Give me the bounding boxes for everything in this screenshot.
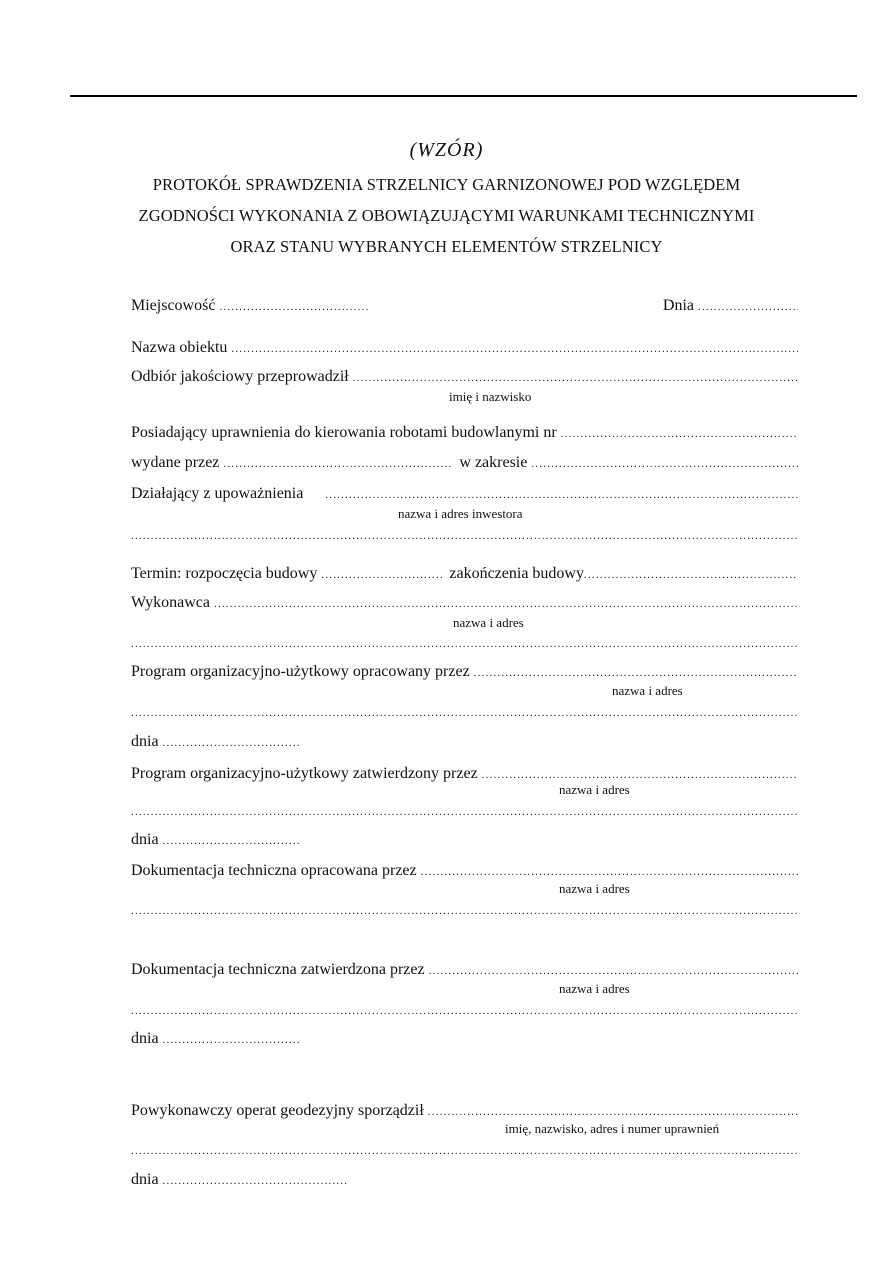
program-prepared-hint: nazwa i adres <box>612 683 683 698</box>
date-row-4 <box>131 1171 347 1193</box>
object-name-field[interactable] <box>231 343 798 355</box>
license-row <box>131 424 798 446</box>
docs-approved-field-line-2[interactable] <box>131 1005 798 1017</box>
docs-approved-row <box>131 961 798 983</box>
survey-hint: imię, nazwisko, adres i numer uprawnień <box>505 1121 720 1136</box>
investor-field-line-2[interactable] <box>131 530 798 542</box>
date-field-4[interactable] <box>163 1175 347 1187</box>
inspector-field[interactable] <box>353 372 798 384</box>
place-label: Miejscowość <box>131 297 216 314</box>
date-row-2 <box>131 831 301 853</box>
program-prepared-row <box>131 663 798 685</box>
contractor-label: Wykonawca <box>131 594 210 611</box>
place-date-row <box>131 297 798 319</box>
contractor-hint: nazwa i adres <box>453 615 524 630</box>
investor-field[interactable] <box>325 489 798 501</box>
scope-label: w zakresie <box>459 454 528 471</box>
issued-by-row <box>131 454 798 476</box>
docs-prepared-field-line-2[interactable] <box>131 905 798 917</box>
schedule-row <box>131 565 798 587</box>
program-approved-field-line-2[interactable] <box>131 806 798 818</box>
date-field-3[interactable] <box>163 1034 301 1046</box>
program-prepared-field[interactable] <box>474 667 798 679</box>
date-label-4: dnia <box>131 1171 159 1188</box>
docs-approved-label: Dokumentacja techniczna zatwierdzona przez <box>131 961 425 978</box>
date-row-1 <box>131 733 301 755</box>
date-field-1[interactable] <box>163 737 301 749</box>
license-label: Posiadający uprawnienia do kierowania robotami budowlanymi nr <box>131 424 557 441</box>
issued-by-label: wydane przez <box>131 454 220 471</box>
inspector-row <box>131 368 798 390</box>
program-approved-field[interactable] <box>482 769 798 781</box>
place-field[interactable] <box>219 301 369 313</box>
survey-label: Powykonawczy operat geodezyjny sporządził <box>131 1102 424 1119</box>
program-prepared-label: Program organizacyjno-użytkowy opracowany przez <box>131 663 470 680</box>
date-label-1: dnia <box>131 733 159 750</box>
docs-approved-field[interactable] <box>429 965 798 977</box>
docs-prepared-label: Dokumentacja techniczna opracowana przez <box>131 862 417 879</box>
end-date-field[interactable] <box>584 569 798 581</box>
inspector-hint: imię i nazwisko <box>449 389 532 404</box>
issued-by-field[interactable] <box>223 458 451 470</box>
document-title-line-3: ORAZ STANU WYBRANYCH ELEMENTÓW STRZELNICY <box>230 237 663 256</box>
date-label-2: dnia <box>131 831 159 848</box>
authorization-label: Działający z upoważnienia <box>131 485 304 502</box>
document-title-line-2: ZGODNOŚCI WYKONANIA Z OBOWIĄZUJĄCYMI WARUNKAMI TECHNICZNYMI <box>138 206 755 225</box>
survey-field-line-2[interactable] <box>131 1145 798 1157</box>
end-label: zakończenia budowy <box>449 565 584 582</box>
docs-approved-hint: nazwa i adres <box>559 981 630 996</box>
object-name-label: Nazwa obiektu <box>131 339 228 356</box>
start-date-field[interactable] <box>321 569 443 581</box>
docs-prepared-hint: nazwa i adres <box>559 881 630 896</box>
date-label-top: Dnia <box>662 297 694 314</box>
start-label: Termin: rozpoczęcia budowy <box>131 565 318 582</box>
program-approved-row <box>131 765 798 787</box>
contractor-field-line-2[interactable] <box>131 638 798 650</box>
template-label: (WZÓR) <box>409 139 484 161</box>
program-approved-label: Program organizacyjno-użytkowy zatwierdzony przez <box>131 765 478 782</box>
docs-prepared-field[interactable] <box>421 866 798 878</box>
contractor-row <box>131 594 798 616</box>
contractor-field[interactable] <box>214 598 798 610</box>
investor-hint: nazwa i adres inwestora <box>398 506 523 521</box>
survey-field[interactable] <box>428 1106 798 1118</box>
program-approved-hint: nazwa i adres <box>559 782 630 797</box>
license-number-field[interactable] <box>561 428 798 440</box>
document-title-line-1: PROTOKÓŁ SPRAWDZENIA STRZELNICY GARNIZONOWEJ POD WZGLĘDEM <box>152 175 741 194</box>
date-field-2[interactable] <box>163 835 301 847</box>
date-field-top[interactable] <box>698 301 798 313</box>
docs-prepared-row <box>131 862 798 884</box>
date-row-3 <box>131 1030 301 1052</box>
program-prepared-field-line-2[interactable] <box>131 707 798 719</box>
authorization-row <box>131 485 798 507</box>
top-rule <box>70 95 857 97</box>
object-name-row <box>131 339 798 361</box>
inspector-label: Odbiór jakościowy przeprowadził <box>131 368 349 385</box>
date-label-3: dnia <box>131 1030 159 1047</box>
scope-field[interactable] <box>531 458 798 470</box>
